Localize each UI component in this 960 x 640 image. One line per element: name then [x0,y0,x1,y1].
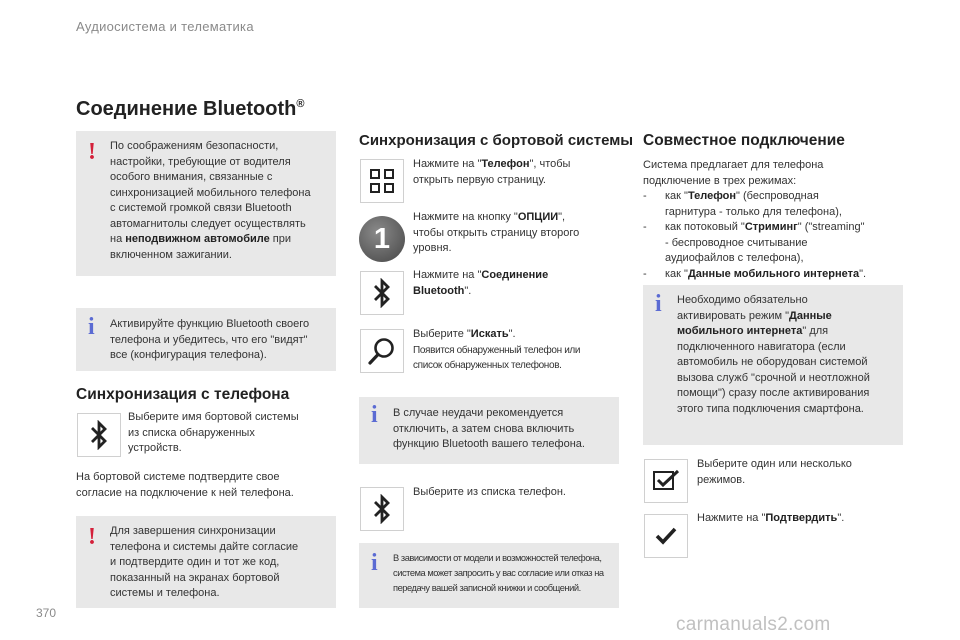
step-list-text: Выберите из списка телефон. [413,486,566,498]
connection-modes-text: Система предлагает для телефона подключение в трех режимах: - как "Телефон" (беспроводная гарнитура - только для телефона), - как потоковый "Стриминг" ("streaming" - беспроводное считывание аудиофайлов с телефона), - как "Данные мобильного интернета". [643,159,867,280]
failure-info-box [359,397,619,464]
warning-icon: ! [88,139,96,165]
step-bluetooth-text: Нажмите на "Соединение Bluetooth". [413,269,549,297]
section-header: Аудиосистема и телематика [76,19,254,34]
search-icon [367,336,397,366]
warning-icon: ! [88,524,96,550]
confirm-connection-text: На бортовой системе подтвердите свое согласие на подключение к ней телефона. [76,471,294,499]
bluetooth-info-box [76,308,336,371]
info-icon: i [371,402,378,428]
select-modes-icon-box [644,459,688,503]
system-sync-title: Синхронизация с бортовой системы [359,132,634,149]
step-phone-text: Нажмите на "Телефон", чтобы открыть первую страницу. [413,158,571,186]
step-search-text: Выберите "Искать". Появится обнаруженный телефон или список обнаруженных телефонов. [413,328,581,371]
info-icon: i [88,314,95,340]
info-icon: i [371,550,378,576]
bluetooth-icon [88,420,110,450]
safety-warning-text: По соображениям безопасности, настройки, требующие от водителя особого внимания, связанные с синхронизацией мобильного телефона с системой громкой связи Bluetooth автомагнитолы следует осуществлять на неподвижном автомобиле при включенном зажигании. [110,140,311,261]
failure-info-text: В случае неудачи рекомендуется отключить, а затем снова включить функцию Bluetooth вашего телефона. [393,407,585,450]
sync-warning-text: Для завершения синхронизации телефона и системы дайте согласие и подтвердите один и тот же код, показанный на экранах бортовой системы и телефона. [110,525,299,599]
checkbox-icon [652,469,680,493]
page-number: 370 [36,606,57,620]
step-options-text: Нажмите на кнопку "ОПЦИИ", чтобы открыть страницу второго уровня. [413,211,580,254]
mobile-data-info-text: Необходимо обязательно активировать режим "Данные мобильного интернета" для подключенного навигатора (если автомобиль не оборудован системой вызова служб "срочной и неотложной помощи") сразу после активирования этого типа подключения смартфона. [677,294,870,415]
select-system-text: Выберите имя бортовой системы из списка обнаруженных устройств. [128,411,299,454]
checkmark-icon [654,526,678,546]
watermark: carmanuals2.com [676,614,831,635]
confirm-icon-box [644,514,688,558]
step-number-badge: 1 [359,216,405,262]
bluetooth-info-text: Активируйте функцию Bluetooth своего телефона и убедитесь, что его "видят" все (конфигурация телефона). [110,318,310,361]
search-icon-box [360,329,404,373]
grid-menu-icon [369,168,395,194]
shared-connection-title: Совместное подключение [643,132,845,149]
safety-warning-box [76,131,336,276]
model-info-text: В зависимости от модели и возможностей телефона, система может запросить у вас согласие или отказ на передачу вашей записной книжки и сообщений. [393,553,604,593]
step-confirm-text: Нажмите на "Подтвердить". [697,512,845,524]
model-info-box [359,543,619,608]
list-bluetooth-icon-box [360,487,404,531]
sync-warning-box [76,516,336,608]
bluetooth-icon [371,278,393,308]
phone-menu-icon-box [360,159,404,203]
bluetooth-connection-icon-box [360,271,404,315]
bluetooth-icon [371,494,393,524]
mobile-data-info-box [643,285,903,445]
info-icon: i [655,291,662,317]
phone-bluetooth-icon-box [77,413,121,457]
phone-sync-title: Синхронизация с телефона [76,386,290,403]
step-modes-text: Выберите один или несколько режимов. [697,458,852,486]
page-title: Соединение Bluetooth® [76,98,305,120]
